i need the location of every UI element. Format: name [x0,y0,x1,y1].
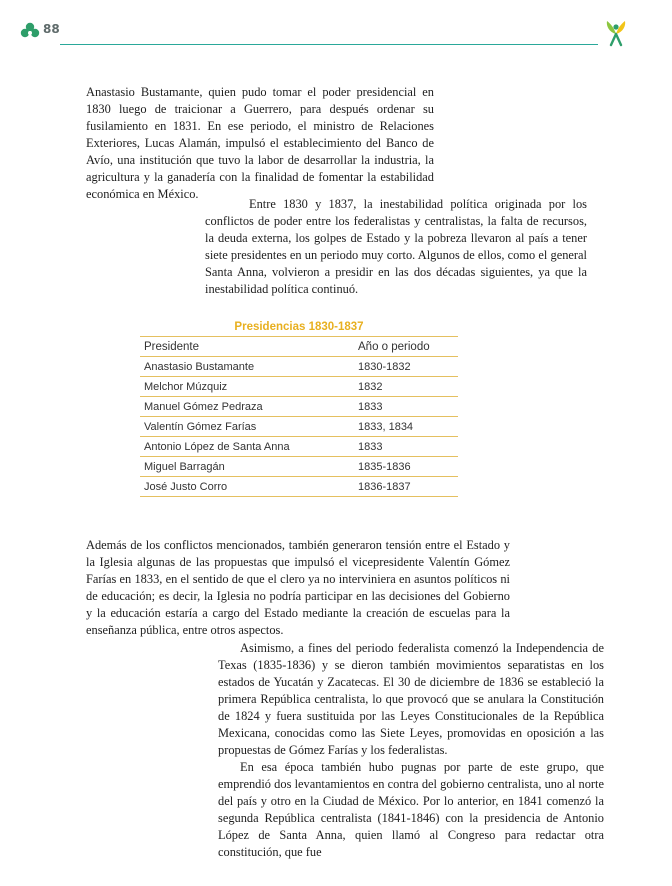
table-row [140,457,458,477]
president-period: 1833 [354,397,458,417]
president-name: Anastasio Bustamante [140,357,354,377]
table-title: Presidencias 1830-1837 [234,321,364,333]
president-name: Miguel Barragán [140,457,354,477]
paragraph-bustamante: Anastasio Bustamante, quien pudo tomar el poder presidencial en 1830 luego de traicionar a Guerrero, para después ordenar su fusilamiento en 1831. En ese periodo, el ministro de Relaciones Exteriores, Lucas Alamán, impulsó el establecimiento del Banco de Avío, una institución que tuvo la labor de desarrollar la industria, la agricultura y la ganadería con la finalidad de fomentar la estabilidad económica en México. [86,85,434,201]
presidencies-table [140,318,458,497]
header-president: Presidente [140,337,354,357]
table-grid [140,336,458,497]
page-number: 88 [43,22,60,36]
president-name: Melchor Múzquiz [140,377,354,397]
president-name: Antonio López de Santa Anna [140,437,354,457]
paragraph-second-republic: En esa época también hubo pugnas por parte de este grupo, que emprendió dos levantamientos en contra del gobierno centralista, uno al norte del país y otro en la Ciudad de México. Por lo anterior, en 1841 comenzó la segunda República centralista (1841-1846) con la presidencia de Antonio López de Santa Anna, quien llamó al Congreso para redactar otra constitución, que fue [218,760,604,859]
page-header [0,0,672,50]
sprout-figure-icon [603,18,629,48]
clover-logo-icon [20,22,40,40]
president-period: 1832 [354,377,458,397]
table-row [140,477,458,497]
table-row [140,437,458,457]
table-header-row [140,337,458,357]
president-period: 1836-1837 [354,477,458,497]
president-name: Valentín Gómez Farías [140,417,354,437]
table-row [140,377,458,397]
header-rule [60,44,598,45]
paragraph-texas: Asimismo, a fines del periodo federalista comenzó la Independencia de Texas (1835-1836) y se dieron también movimientos separatistas en los estados de Yucatán y Zacatecas. El 30 de diciembre de 1836 se estableció la primera República centralista, lo que provocó que se anulara la Constitución de 1824 y fuera sustituida por las Leyes Constitucionales de la República Mexicana, conocidas como las Siete Leyes, promovidas en oposición a las propuestas de Gómez Farías y los federalistas. [218,641,604,757]
president-period: 1835-1836 [354,457,458,477]
president-name: Manuel Gómez Pedraza [140,397,354,417]
paragraph-church-state: Además de los conflictos mencionados, también generaron tensión entre el Estado y la Iglesia algunas de las propuestas que impulsó el vicepresidente Valentín Gómez Farías en 1833, en el sentido de que el clero ya no interviniera en asuntos políticos ni de educación; es decir, la Iglesia no podría participar en las decisiones del Gobierno y la educación estaría a cargo del Estado mediante la creación de escuelas para la enseñanza pública, entre otros aspectos. [86,538,510,637]
table-row [140,397,458,417]
paragraph-instability: Entre 1830 y 1837, la inestabilidad política originada por los conflictos de poder entre los federalistas y centralistas, la falta de recursos, la deuda externa, los golpes de Estado y la pobreza llevaron al país a tener siete presidentes en un periodo muy corto. Algunos de ellos, como el general Santa Anna, volvieron a presidir en las dos décadas siguientes, ya que la inestabilidad política continuó. [205,197,587,296]
president-period: 1833 [354,437,458,457]
table-row [140,417,458,437]
president-period: 1833, 1834 [354,417,458,437]
president-name: José Justo Corro [140,477,354,497]
table-row [140,357,458,377]
president-period: 1830-1832 [354,357,458,377]
header-period: Año o periodo [354,337,458,357]
